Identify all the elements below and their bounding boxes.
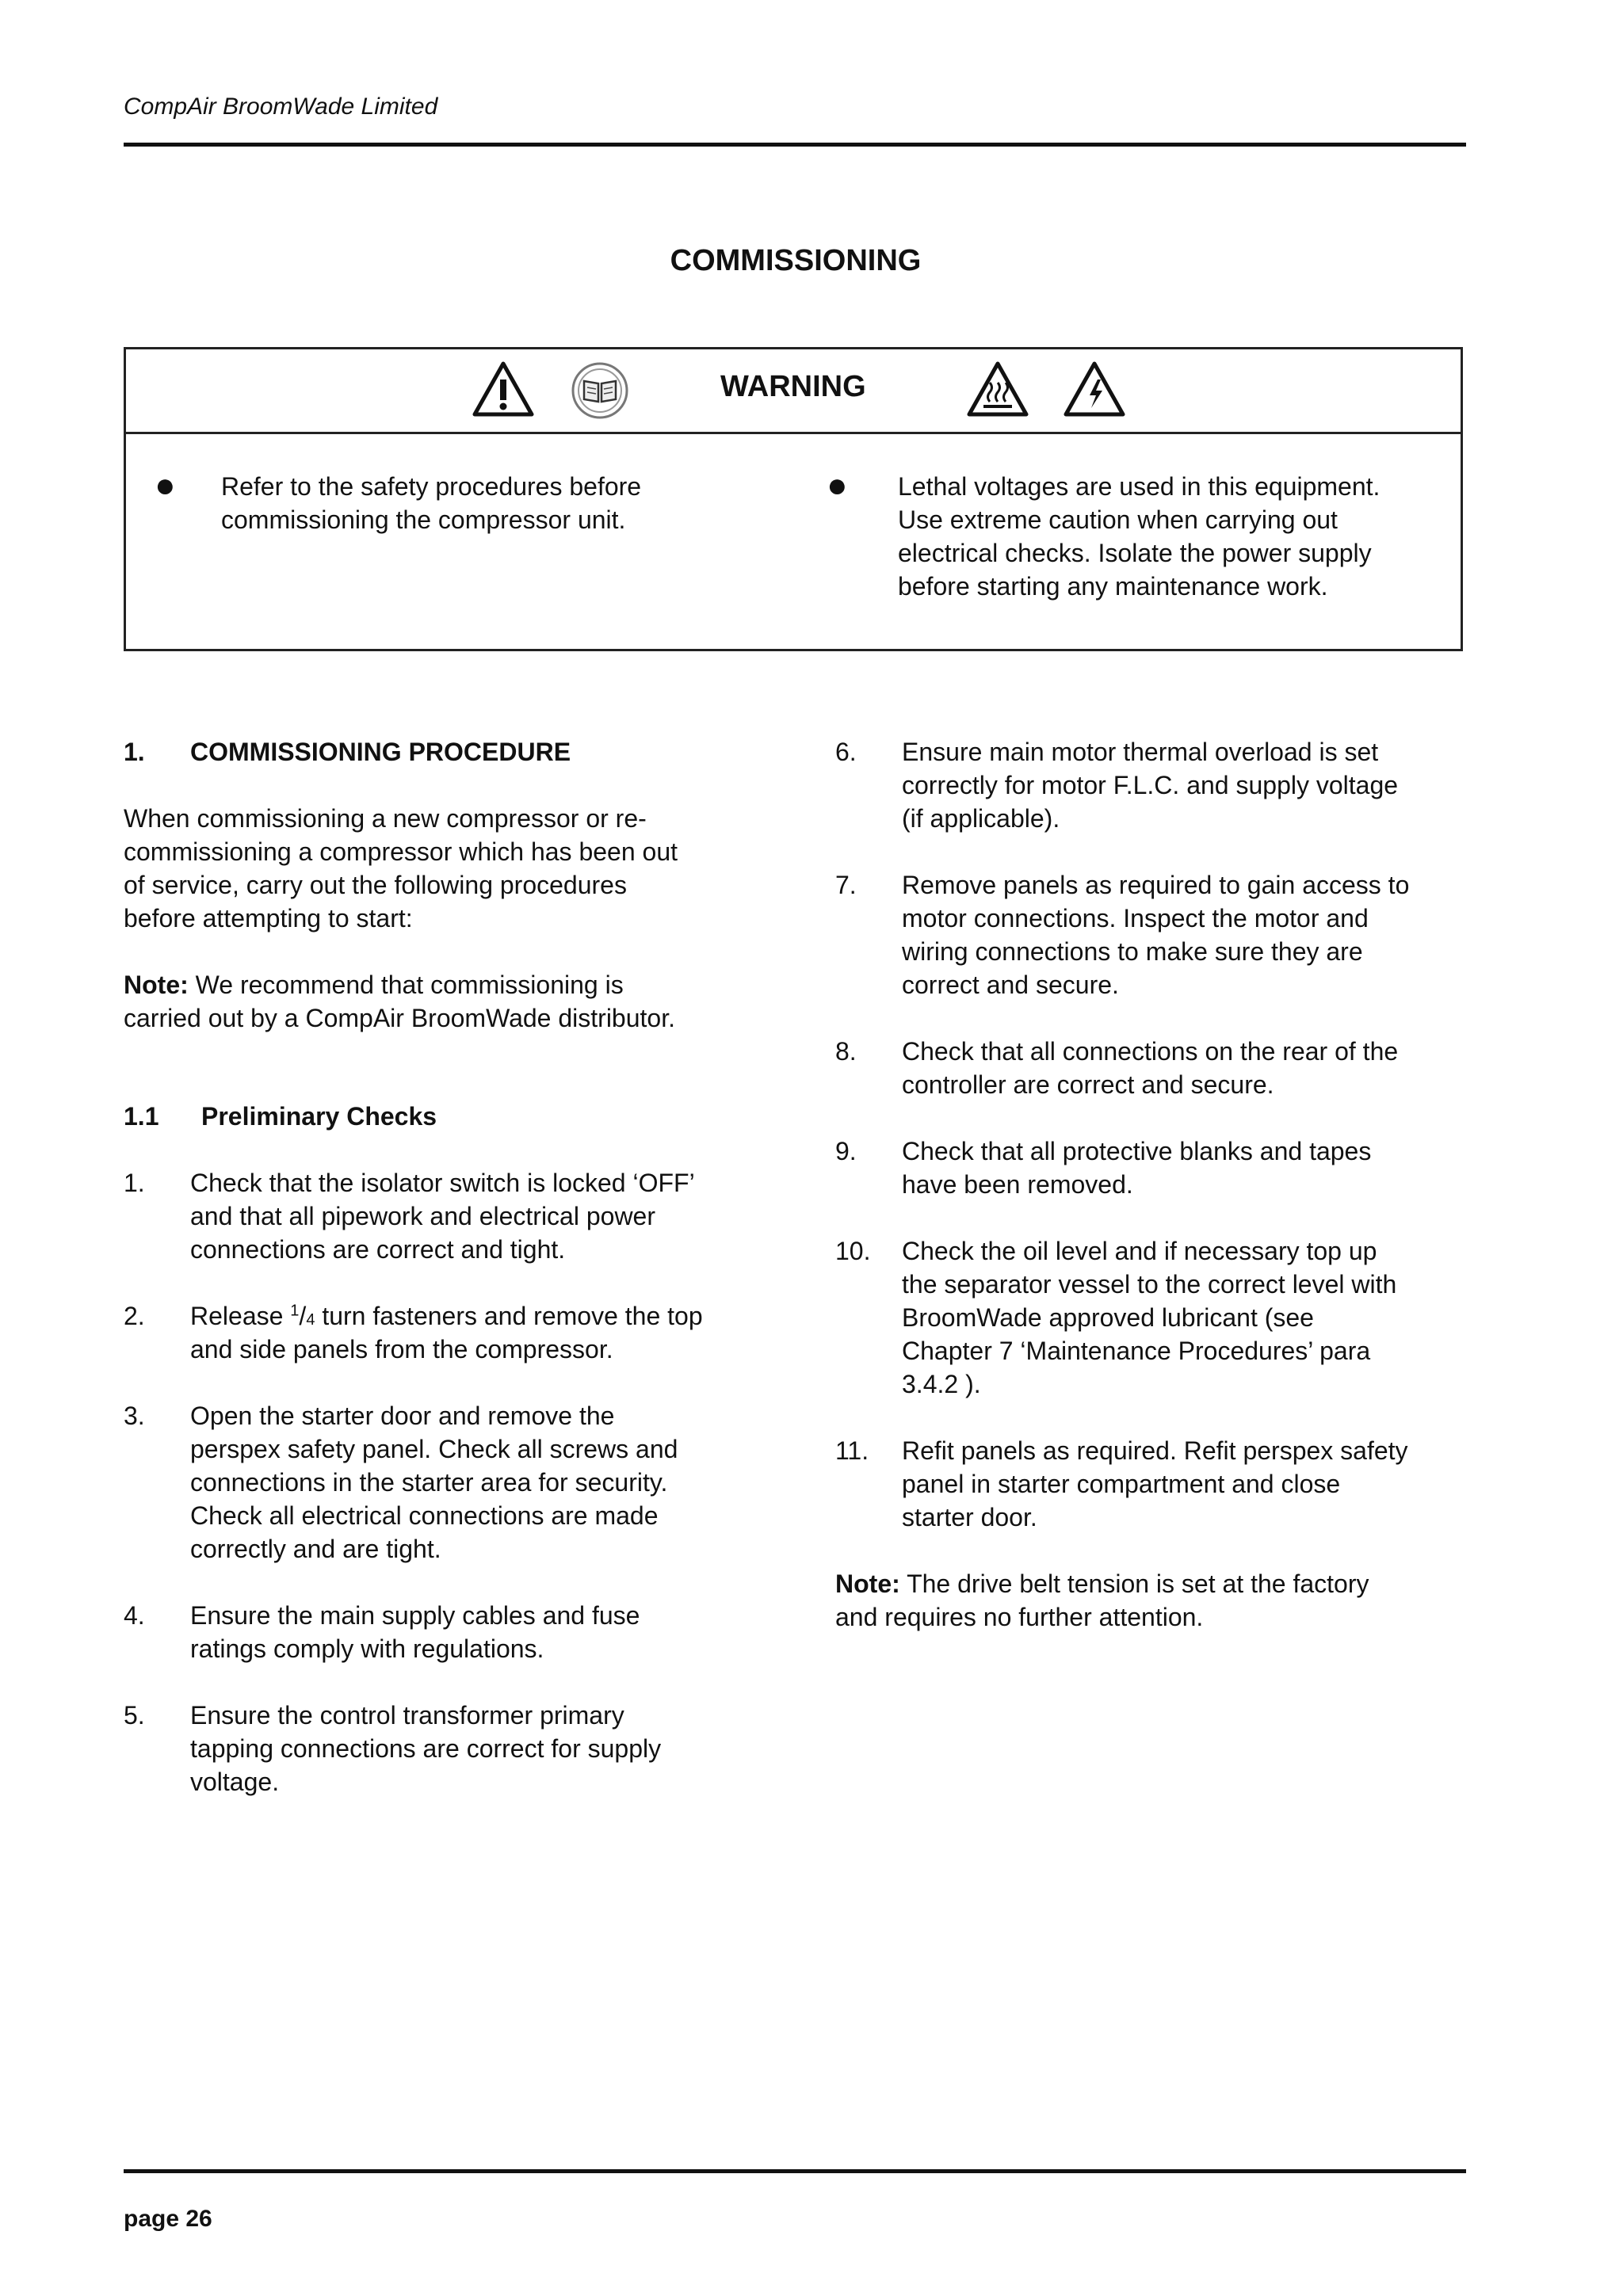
list-item [835, 1135, 1469, 1201]
text-line: correctly for motor F.L.C. and supply voltage [902, 771, 1399, 799]
text-line: Use extreme caution when carrying out [898, 505, 1338, 534]
note-paragraph [124, 968, 758, 1035]
text-line: carried out by a CompAir BroomWade distributor. [124, 1004, 675, 1032]
item-number: 5. [124, 1701, 145, 1730]
text-line: and side panels from the compressor. [190, 1335, 613, 1363]
fraction-denominator: 4 [306, 1311, 315, 1329]
text-fragment: Release [190, 1302, 291, 1330]
text-line: ratings comply with regulations. [190, 1634, 544, 1663]
list-item [124, 1299, 758, 1366]
text-line: Ensure the control transformer primary [190, 1701, 624, 1730]
text-line: of service, carry out the following procedures [124, 871, 627, 899]
item-number: 3. [124, 1402, 145, 1430]
warning-box [124, 347, 1463, 651]
list-item [124, 1599, 758, 1665]
text-line: We recommend that commissioning is [188, 971, 624, 999]
warning-triangle-icon [472, 360, 535, 418]
text-line: electrical checks. Isolate the power supply [898, 539, 1372, 567]
page-title: COMMISSIONING [670, 244, 922, 277]
right-column [835, 735, 1469, 1634]
text-line: panel in starter compartment and close [902, 1470, 1341, 1498]
final-note [835, 1567, 1469, 1634]
list-item [835, 1035, 1469, 1101]
text-line: Check the oil level and if necessary top up [902, 1237, 1377, 1265]
text-line: Refer to the safety procedures before [221, 472, 642, 501]
text-line: Check that all protective blanks and tapes [902, 1137, 1372, 1165]
subsection-title: Preliminary Checks [201, 1102, 437, 1131]
item-number: 9. [835, 1137, 857, 1165]
left-column [124, 735, 758, 1798]
item-number: 8. [835, 1037, 857, 1066]
text-line: and requires no further attention. [835, 1603, 1204, 1631]
fraction-slash: / [299, 1302, 307, 1330]
item-number: 6. [835, 738, 857, 766]
list-item [124, 1699, 758, 1798]
text-line: motor connections. Inspect the motor and [902, 904, 1369, 933]
page-number: page 26 [124, 2206, 212, 2232]
text-line: starter door. [902, 1503, 1037, 1531]
item-number: 4. [124, 1601, 145, 1630]
text-line: Ensure the main supply cables and fuse [190, 1601, 640, 1630]
text-line: before starting any maintenance work. [898, 572, 1328, 601]
intro-paragraph [124, 802, 758, 935]
text-line: Refit panels as required. Refit perspex safety [902, 1436, 1408, 1465]
text-line: Check all electrical connections are made [190, 1501, 659, 1530]
text-line: Chapter 7 ‘Maintenance Procedures’ para [902, 1337, 1371, 1365]
item-number: 2. [124, 1302, 145, 1330]
list-item [124, 1399, 758, 1566]
subsection-number: 1.1 [124, 1102, 159, 1131]
text-line: commissioning the compressor unit. [221, 505, 626, 534]
bullet-dot: ● [155, 466, 176, 505]
warning-right-text [898, 470, 1453, 603]
item-number: 11. [835, 1436, 869, 1465]
text-line: Lethal voltages are used in this equipment. [898, 472, 1381, 501]
text-line: connections are correct and tight. [190, 1235, 566, 1264]
manual-book-icon [570, 360, 630, 421]
item-number: 1. [124, 1169, 145, 1197]
text-line: Check that the isolator switch is locked ‘OFF’ [190, 1169, 695, 1197]
list-item [835, 735, 1469, 835]
text-line: Ensure main motor thermal overload is set [902, 738, 1379, 766]
text-line: 3.4.2 ). [902, 1370, 981, 1398]
text-line: The drive belt tension is set at the factory [899, 1569, 1369, 1598]
text-line: wiring connections to make sure they are [902, 937, 1363, 966]
text-line: controller are correct and secure. [902, 1070, 1274, 1099]
text-line: and that all pipework and electrical power [190, 1202, 655, 1230]
text-line: perspex safety panel. Check all screws and [190, 1435, 678, 1463]
text-line: connections in the starter area for security. [190, 1468, 668, 1497]
text-line: When commissioning a new compressor or re- [124, 804, 647, 833]
text-line: commissioning a compressor which has been out [124, 837, 678, 866]
text-line: have been removed. [902, 1170, 1133, 1199]
text-line: correct and secure. [902, 971, 1119, 999]
warning-title: WARNING [720, 370, 866, 403]
note-label: Note: [835, 1569, 900, 1598]
text-line: Open the starter door and remove the [190, 1402, 615, 1430]
text-line: Remove panels as required to gain access to [902, 871, 1410, 899]
list-item [835, 868, 1469, 1001]
text-line: tapping connections are correct for supply [190, 1734, 662, 1763]
text-line: BroomWade approved lubricant (see [902, 1303, 1314, 1332]
fraction-numerator: 1 [290, 1302, 300, 1320]
list-item [835, 1434, 1469, 1534]
footer-rule [124, 2169, 1466, 2173]
warning-left-text [221, 470, 776, 536]
text-fragment: turn fasteners and remove the top [315, 1302, 703, 1330]
note-label: Note: [124, 971, 189, 999]
subsection-heading [124, 1100, 758, 1133]
text-line: (if applicable). [902, 804, 1060, 833]
electric-shock-icon [1063, 360, 1126, 418]
bullet-dot: ● [827, 466, 848, 505]
list-item [124, 1166, 758, 1266]
text-line: before attempting to start: [124, 904, 413, 933]
section-title: COMMISSIONING PROCEDURE [190, 738, 571, 766]
text-line: Check that all connections on the rear of the [902, 1037, 1399, 1066]
item-number: 7. [835, 871, 857, 899]
text-line: the separator vessel to the correct level with [902, 1270, 1397, 1299]
hot-surface-icon [966, 360, 1029, 418]
section-number: 1. [124, 738, 145, 766]
section-heading [124, 735, 758, 769]
list-item [835, 1234, 1469, 1401]
header-rule [124, 143, 1466, 147]
warning-header [126, 349, 1461, 434]
text-line: correctly and are tight. [190, 1535, 441, 1563]
company-name: CompAir BroomWade Limited [124, 93, 438, 120]
text-line: voltage. [190, 1768, 280, 1796]
item-number: 10. [835, 1237, 871, 1265]
